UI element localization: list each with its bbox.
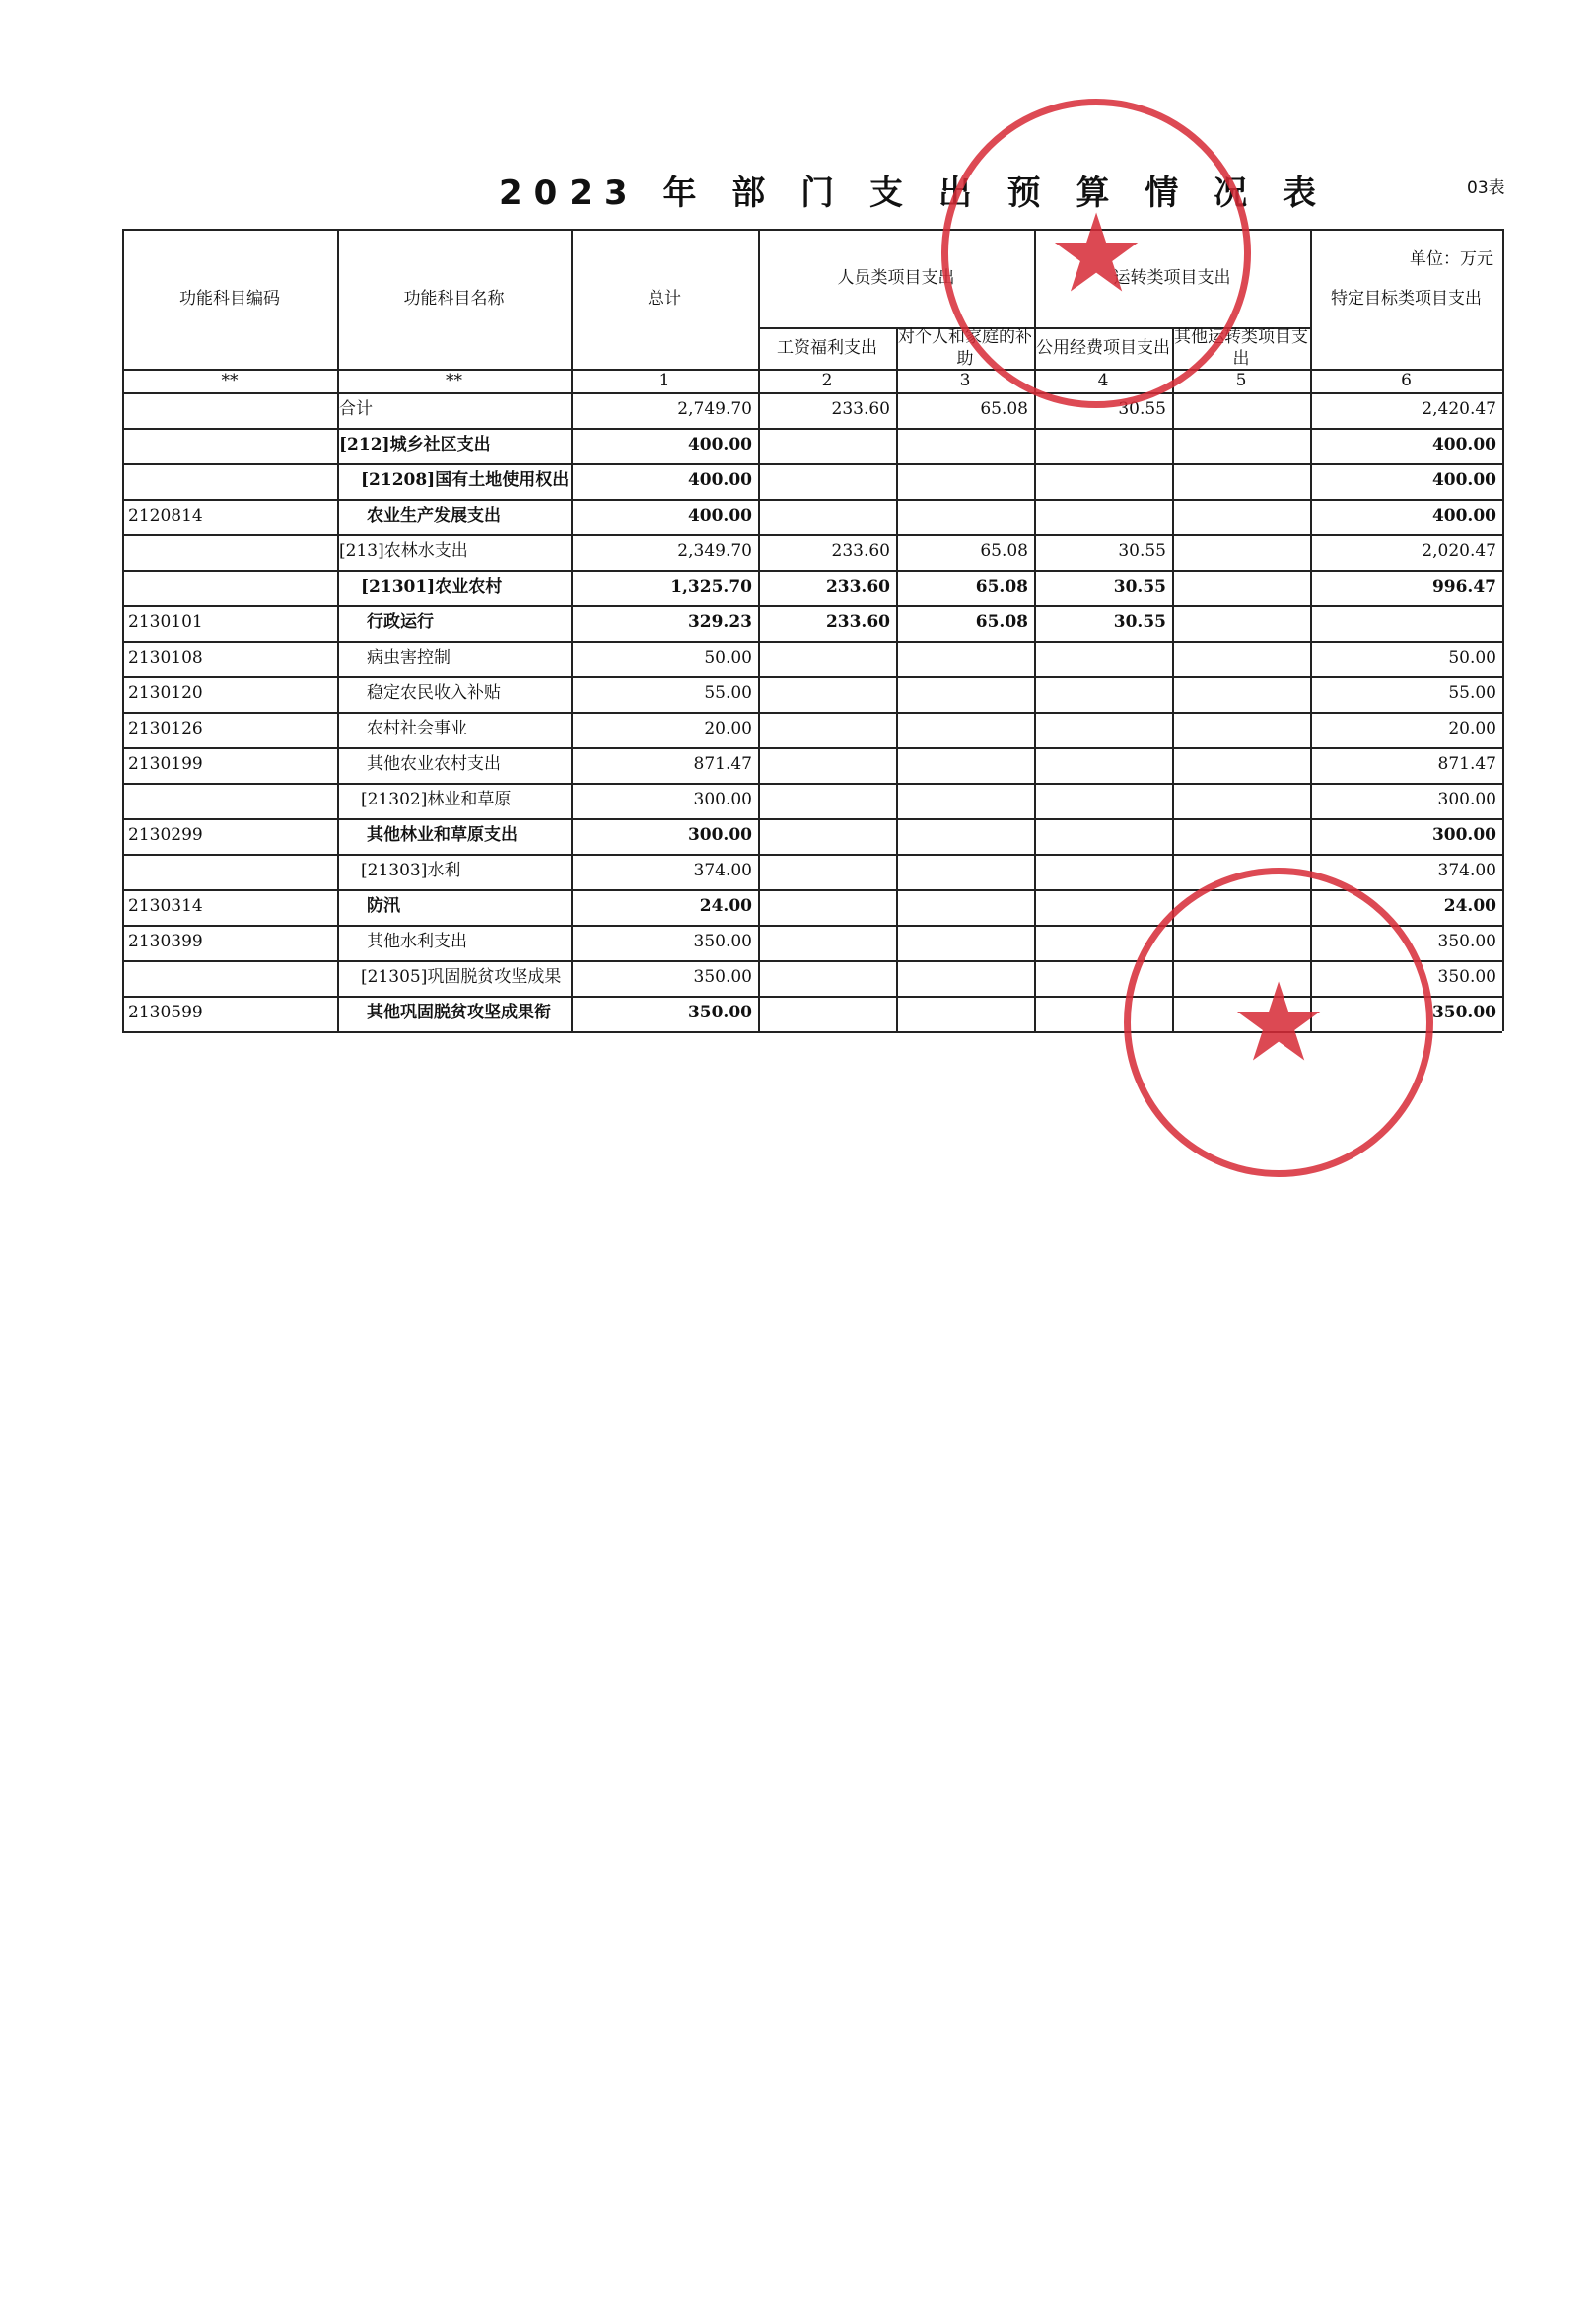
table-cell-total: 2,349.70 — [677, 541, 752, 561]
index-cell: 4 — [1097, 371, 1109, 390]
table-cell-c6: 374.00 — [1437, 861, 1496, 880]
table-cell-c4 — [1040, 712, 1166, 747]
table-cell-c6: 400.00 — [1431, 435, 1496, 454]
table-cell-name: [212]城乡社区支出 — [339, 435, 491, 454]
table-cell-c4 — [1040, 499, 1166, 534]
table-cell-total: 50.00 — [704, 648, 752, 667]
seal-star-icon: ★ — [1047, 190, 1145, 316]
table-cell-c5 — [1178, 392, 1304, 428]
table-cell-code: 2130101 — [128, 612, 203, 632]
table-cell-name: 其他巩固脱贫攻坚成果衔 — [367, 1003, 551, 1022]
table-cell-c2 — [764, 818, 890, 854]
table-cell-code — [128, 960, 331, 996]
table-cell-c5 — [1178, 712, 1304, 747]
table-cell-code — [128, 534, 331, 570]
unit-label: 单位：万元 — [1410, 249, 1493, 269]
table-cell-c6: 300.00 — [1437, 790, 1496, 809]
table-cell-name: [21208]国有土地使用权出 — [361, 470, 569, 490]
table-cell-total: 350.00 — [693, 932, 752, 951]
table-cell-code: 2130199 — [128, 754, 203, 774]
table-cell-total: 300.00 — [693, 790, 752, 809]
table-cell-c4 — [1040, 676, 1166, 712]
table-rule — [896, 327, 898, 1031]
table-cell-c6: 24.00 — [1443, 896, 1496, 916]
table-cell-c3: 65.08 — [980, 399, 1028, 419]
table-cell-total: 871.47 — [693, 754, 752, 774]
index-cell: 3 — [959, 371, 971, 390]
table-cell-c3 — [902, 641, 1028, 676]
table-cell-c6: 996.47 — [1431, 577, 1496, 596]
table-cell-name: 防汛 — [367, 896, 400, 916]
table-cell-c6: 400.00 — [1431, 506, 1496, 525]
table-cell-c3: 65.08 — [975, 612, 1028, 632]
table-cell-c2 — [764, 641, 890, 676]
table-cell-c2 — [764, 925, 890, 960]
table-cell-c2 — [764, 463, 890, 499]
table-cell-total: 2,749.70 — [677, 399, 752, 419]
table-cell-code: 2130599 — [128, 1003, 203, 1022]
table-cell-c6: 55.00 — [1448, 683, 1496, 703]
table-cell-c4: 30.55 — [1118, 399, 1166, 419]
col-header-other-operation: 其他运转类项目支出 — [1174, 327, 1308, 369]
col-header-salary: 工资福利支出 — [777, 338, 877, 358]
table-cell-c2 — [764, 747, 890, 783]
table-cell-name: [21303]水利 — [361, 861, 461, 880]
table-cell-name: 其他林业和草原支出 — [367, 825, 518, 845]
table-cell-name: 农业生产发展支出 — [367, 506, 501, 525]
table-cell-c6: 20.00 — [1448, 719, 1496, 738]
table-cell-total: 374.00 — [693, 861, 752, 880]
table-cell-c5 — [1178, 463, 1304, 499]
table-cell-total: 350.00 — [687, 1003, 752, 1022]
table-cell-c2 — [764, 676, 890, 712]
table-cell-code: 2130108 — [128, 648, 203, 667]
table-cell-c5 — [1178, 570, 1304, 605]
table-cell-code — [128, 854, 331, 889]
table-cell-code — [128, 392, 331, 428]
official-seal-bottom — [1124, 868, 1433, 1177]
table-cell-c6: 871.47 — [1437, 754, 1496, 774]
table-cell-c5 — [1178, 783, 1304, 818]
table-cell-c5 — [1178, 641, 1304, 676]
table-cell-name: 农村社会事业 — [367, 719, 467, 738]
col-header-personnel: 人员类项目支出 — [837, 268, 955, 288]
table-cell-code: 2130299 — [128, 825, 203, 845]
table-cell-total: 329.23 — [687, 612, 752, 632]
table-cell-c2 — [764, 960, 890, 996]
table-cell-c3 — [902, 676, 1028, 712]
table-cell-total: 350.00 — [693, 967, 752, 987]
col-header-code: 功能科目编码 — [179, 289, 280, 309]
table-cell-c5 — [1178, 605, 1304, 641]
table-cell-c3 — [902, 463, 1028, 499]
table-cell-c4 — [1040, 818, 1166, 854]
table-cell-name: [21302]林业和草原 — [361, 790, 512, 809]
table-cell-name: [21305]巩固脱贫攻坚成果 — [361, 967, 562, 987]
table-cell-code — [128, 570, 331, 605]
table-cell-c2: 233.60 — [831, 399, 890, 419]
table-cell-c3 — [902, 783, 1028, 818]
table-cell-c6: 50.00 — [1448, 648, 1496, 667]
col-header-public-funds: 公用经费项目支出 — [1036, 338, 1170, 358]
table-cell-code: 2130120 — [128, 683, 203, 703]
table-cell-c2 — [764, 854, 890, 889]
table-cell-code — [128, 428, 331, 463]
table-cell-total: 24.00 — [699, 896, 752, 916]
table-cell-c3 — [902, 996, 1028, 1031]
table-cell-name: 合计 — [339, 399, 373, 419]
index-cell: 6 — [1401, 371, 1412, 390]
table-cell-c3 — [902, 818, 1028, 854]
page-title: 2023 年 部 门 支 出 预 算 情 况 表 — [499, 174, 1328, 213]
table-cell-c5 — [1178, 499, 1304, 534]
table-cell-total: 300.00 — [687, 825, 752, 845]
official-seal-top — [941, 99, 1251, 408]
table-cell-c4: 30.55 — [1113, 612, 1166, 632]
table-cell-code: 2130399 — [128, 932, 203, 951]
table-cell-c4 — [1040, 747, 1166, 783]
table-cell-code — [128, 463, 331, 499]
table-cell-name: [21301]农业农村 — [361, 577, 503, 596]
table-cell-c6: 2,420.47 — [1422, 399, 1496, 419]
table-cell-c4 — [1040, 641, 1166, 676]
table-cell-c2 — [764, 889, 890, 925]
table-cell-code: 2130314 — [128, 896, 203, 916]
table-cell-c3 — [902, 499, 1028, 534]
index-cell: 2 — [821, 371, 833, 390]
table-cell-c5 — [1178, 747, 1304, 783]
table-cell-c4 — [1040, 889, 1166, 925]
table-cell-c3 — [902, 854, 1028, 889]
table-cell-c6: 300.00 — [1431, 825, 1496, 845]
table-cell-c6 — [1316, 605, 1496, 641]
table-cell-c2 — [764, 499, 890, 534]
table-cell-c4: 30.55 — [1118, 541, 1166, 561]
table-cell-code: 2130126 — [128, 719, 203, 738]
form-code: 03表 — [1467, 178, 1505, 198]
seal-star-icon: ★ — [1229, 959, 1328, 1085]
table-cell-c5 — [1178, 534, 1304, 570]
table-cell-c6: 350.00 — [1437, 932, 1496, 951]
table-cell-name: 行政运行 — [367, 612, 434, 632]
table-cell-name: 病虫害控制 — [367, 648, 451, 667]
table-cell-c3: 65.08 — [975, 577, 1028, 596]
table-cell-c6: 400.00 — [1431, 470, 1496, 490]
table-cell-c2: 233.60 — [825, 612, 890, 632]
table-cell-total: 400.00 — [687, 470, 752, 490]
col-header-subsidy: 对个人和家庭的补助 — [898, 327, 1032, 369]
col-header-special: 特定目标类项目支出 — [1331, 289, 1482, 309]
table-cell-name: 其他水利支出 — [367, 932, 467, 951]
table-cell-total: 20.00 — [704, 719, 752, 738]
table-cell-c2 — [764, 783, 890, 818]
table-cell-c2 — [764, 428, 890, 463]
table-rule — [1502, 229, 1504, 1031]
table-cell-c4 — [1040, 463, 1166, 499]
table-cell-c3 — [902, 925, 1028, 960]
table-cell-c3 — [902, 428, 1028, 463]
table-cell-c6: 350.00 — [1431, 1003, 1496, 1022]
index-cell: ** — [446, 371, 462, 390]
table-cell-code: 2120814 — [128, 506, 203, 525]
table-cell-c6: 350.00 — [1437, 967, 1496, 987]
table-cell-c3 — [902, 747, 1028, 783]
table-cell-c5 — [1178, 818, 1304, 854]
table-cell-code — [128, 783, 331, 818]
col-header-operation: 运转类项目支出 — [1113, 268, 1231, 288]
table-cell-c3 — [902, 712, 1028, 747]
table-cell-c4: 30.55 — [1113, 577, 1166, 596]
table-cell-total: 1,325.70 — [670, 577, 752, 596]
table-cell-name: 其他农业农村支出 — [367, 754, 501, 774]
table-cell-c4 — [1040, 428, 1166, 463]
col-header-name: 功能科目名称 — [403, 289, 505, 309]
table-cell-c2 — [764, 996, 890, 1031]
table-cell-c2: 233.60 — [825, 577, 890, 596]
table-cell-c2 — [764, 712, 890, 747]
table-cell-total: 400.00 — [687, 506, 752, 525]
table-cell-name: [213]农林水支出 — [339, 541, 468, 561]
table-cell-c6: 2,020.47 — [1422, 541, 1496, 561]
table-cell-c3 — [902, 960, 1028, 996]
index-cell: ** — [221, 371, 239, 390]
table-cell-c4 — [1040, 783, 1166, 818]
table-cell-c5 — [1178, 676, 1304, 712]
table-cell-c2: 233.60 — [831, 541, 890, 561]
table-cell-total: 55.00 — [704, 683, 752, 703]
table-cell-c3 — [902, 889, 1028, 925]
table-cell-c4 — [1040, 854, 1166, 889]
table-cell-c3: 65.08 — [980, 541, 1028, 561]
index-cell: 5 — [1235, 371, 1247, 390]
table-cell-c5 — [1178, 428, 1304, 463]
table-cell-name: 稳定农民收入补贴 — [367, 683, 501, 703]
table-cell-total: 400.00 — [687, 435, 752, 454]
index-cell: 1 — [659, 371, 670, 390]
col-header-total: 总计 — [648, 289, 681, 309]
